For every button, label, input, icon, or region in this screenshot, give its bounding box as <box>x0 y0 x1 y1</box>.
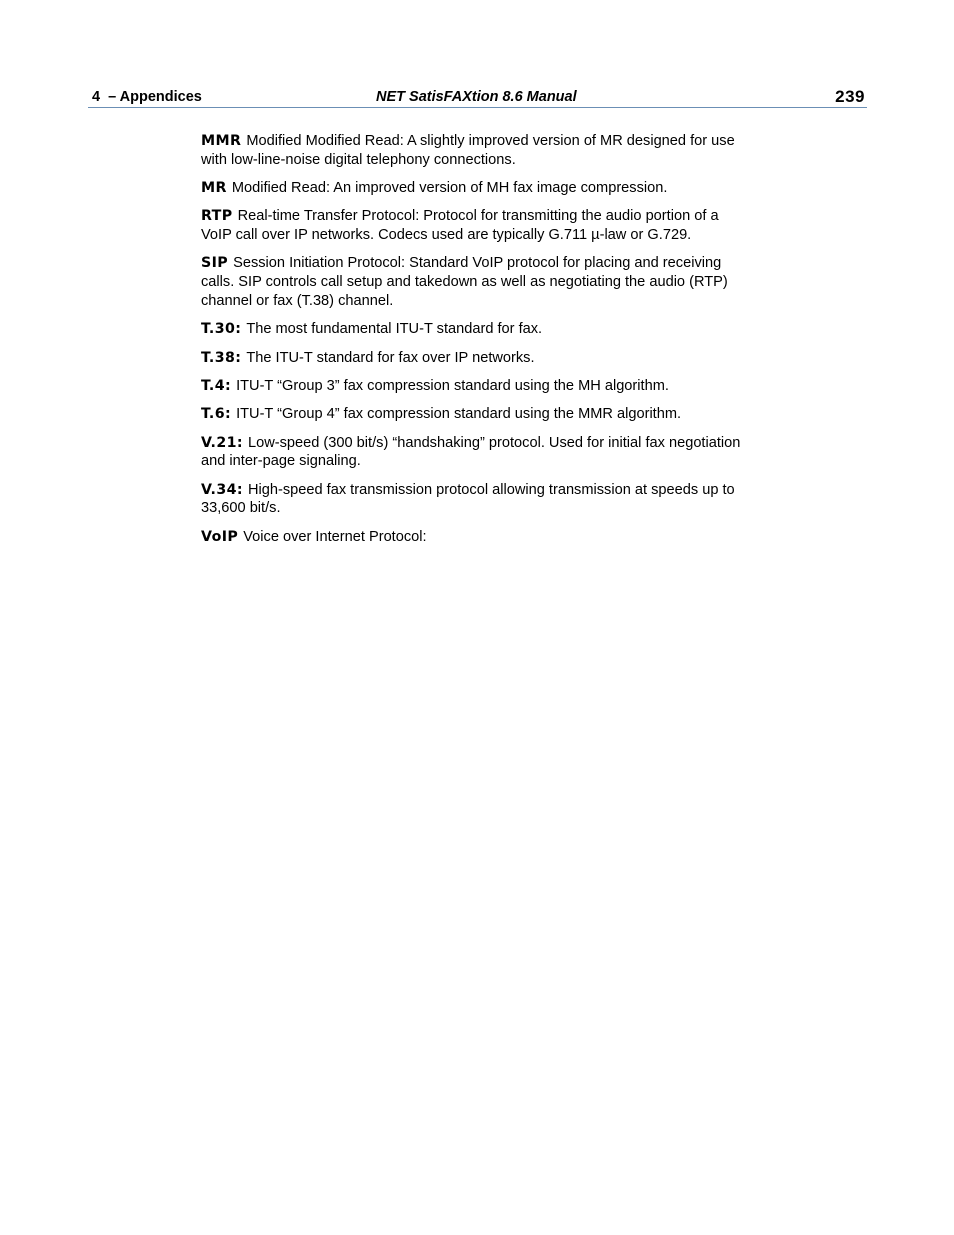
glossary-term: V.21: <box>201 434 243 451</box>
glossary-definition: Session Initiation Protocol: Standard VoIP protocol for placing and receiving calls. SIP controls call setup and takedown as well as negotiating the audio (RTP) channel or fax (T.38) channel. <box>201 255 728 310</box>
glossary-definition: ITU-T “Group 3” fax compression standard using the MH algorithm. <box>236 377 669 394</box>
glossary-definition: Low-speed (300 bit/s) “handshaking” protocol. Used for initial fax negotiation and inter-page signaling. <box>201 434 741 470</box>
glossary-entry-mmr <box>201 132 753 170</box>
glossary-term: T.4: <box>201 377 232 394</box>
glossary-term: V.34: <box>201 481 243 498</box>
glossary-definition: ITU-T “Group 4” fax compression standard using the MMR algorithm. <box>236 406 682 423</box>
glossary-term: VoIP <box>201 528 239 545</box>
glossary-definition: High-speed fax transmission protocol allowing transmission at speeds up to 33,600 bit/s. <box>201 481 735 517</box>
glossary-definition: The most fundamental ITU-T standard for fax. <box>246 321 543 338</box>
glossary-list <box>201 132 753 556</box>
glossary-entry-voip <box>201 528 753 547</box>
glossary-definition: Modified Modified Read: A slightly improved version of MR designed for use with low-line-noise digital telephony connections. <box>201 133 735 168</box>
glossary-definition: The ITU-T standard for fax over IP networks. <box>246 349 535 366</box>
glossary-entry-sip <box>201 254 753 310</box>
glossary-term: MR <box>201 180 227 197</box>
glossary-entry-t38 <box>201 349 753 368</box>
section-title: 4 – Appendices <box>92 89 202 105</box>
glossary-entry-t6 <box>201 405 753 424</box>
glossary-entry-t30 <box>201 320 753 339</box>
glossary-term: MMR <box>201 133 242 149</box>
glossary-definition: Modified Read: An improved version of MH fax image compression. <box>231 180 668 197</box>
glossary-entry-rtp <box>201 207 753 245</box>
page-header <box>88 86 867 108</box>
glossary-definition: Real-time Transfer Protocol: Protocol for transmitting the audio portion of a VoIP call over IP networks. Codecs used are typically G.711 µ-law or G.729. <box>201 208 719 244</box>
glossary-definition: Voice over Internet Protocol: <box>243 528 427 545</box>
glossary-term: T.6: <box>201 406 232 423</box>
glossary-term: SIP <box>201 255 229 272</box>
glossary-entry-t4 <box>201 377 753 396</box>
manual-title: NET SatisFAXtion 8.6 Manual <box>376 89 577 105</box>
page-number: 239 <box>835 87 865 106</box>
glossary-entry-mr <box>201 179 753 198</box>
glossary-term: T.38: <box>201 349 242 366</box>
glossary-entry-v21 <box>201 434 753 472</box>
glossary-entry-v34 <box>201 481 753 519</box>
glossary-term: T.30: <box>201 321 242 338</box>
glossary-term: RTP <box>201 208 233 225</box>
